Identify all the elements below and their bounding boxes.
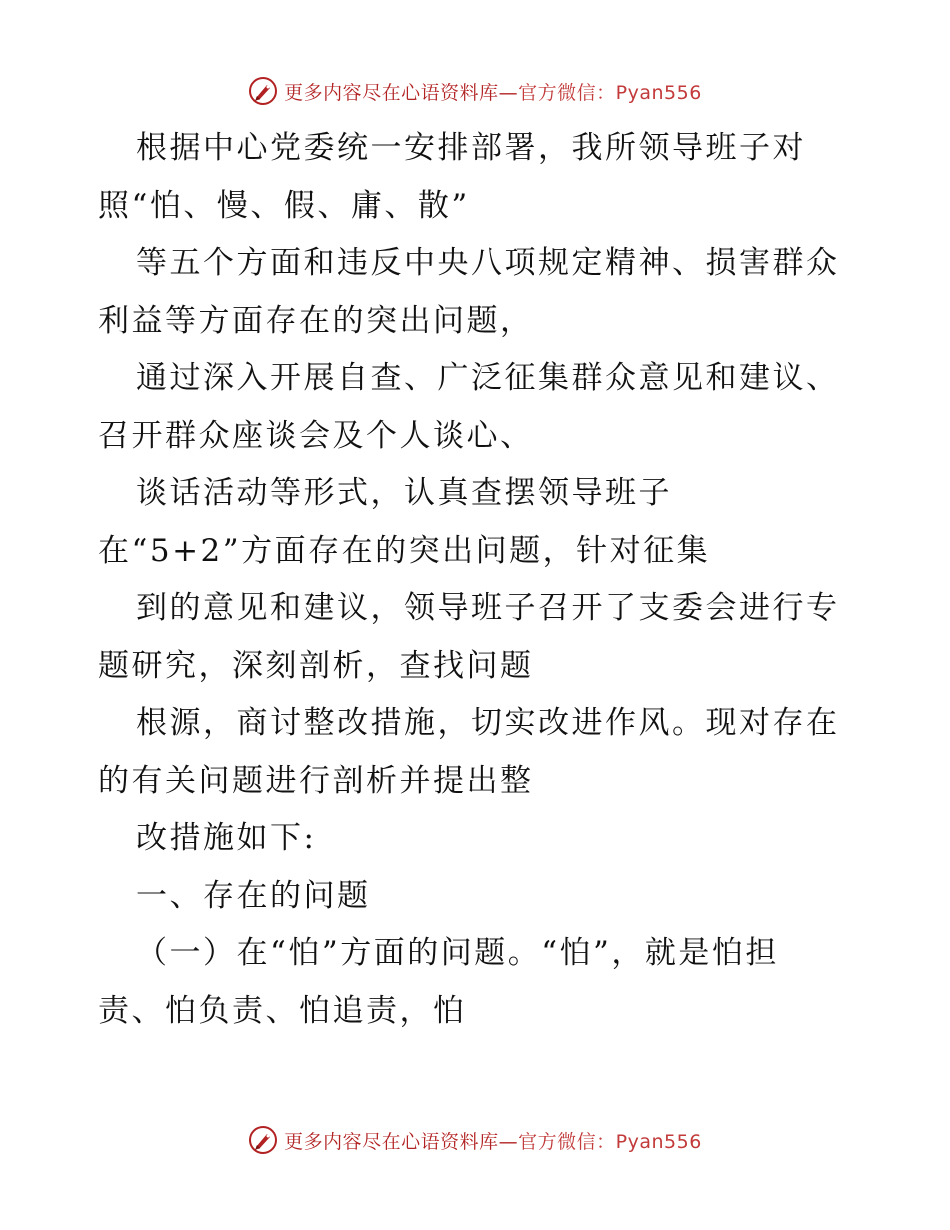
footer-wechat-text: 官方微信：Pyan556 <box>518 1130 702 1153</box>
pen-nib-logo-icon <box>248 1125 278 1155</box>
pen-nib-logo-icon <box>248 76 278 106</box>
body-line: （一）在“怕”方面的问题。“怕”，就是怕担 <box>136 935 779 971</box>
body-line: 谈话活动等形式，认真查摆领导班子 <box>136 475 672 511</box>
footer-site-text: 更多内容尽在心语资料库 <box>284 1130 499 1153</box>
body-line: 改措施如下: <box>136 820 317 856</box>
footer-banner <box>0 1118 950 1162</box>
body-line: 利益等方面存在的突出问题， <box>98 302 534 339</box>
body-line: 召开群众座谈会及个人谈心、 <box>98 417 534 454</box>
section-heading: 一、存在的问题 <box>136 877 371 914</box>
body-line: 等五个方面和违反中央八项规定精神、损害群众 <box>136 245 840 281</box>
footer-banner-text <box>284 1127 702 1154</box>
body-line: 到的意见和建议，领导班子召开了支委会进行专 <box>136 590 840 626</box>
body-line: 题研究，深刻剖析，查找问题 <box>98 647 534 684</box>
header-banner <box>0 69 950 113</box>
footer-separator: — <box>498 1130 519 1153</box>
body-line: 照“怕、慢、假、庸、散” <box>98 187 470 224</box>
header-site-text: 更多内容尽在心语资料库 <box>284 81 499 104</box>
header-banner-text <box>284 78 702 105</box>
body-line: 的有关问题进行剖析并提出整 <box>98 762 534 799</box>
body-line: 根据中心党委统一安排部署，我所领导班子对 <box>136 130 806 166</box>
header-separator: — <box>498 81 519 104</box>
body-line: 在“5+2”方面存在的突出问题，针对征集 <box>98 532 711 569</box>
header-wechat-text: 官方微信：Pyan556 <box>518 81 702 104</box>
body-line: 责、怕负责、怕追责，怕 <box>98 992 467 1029</box>
document-body <box>98 120 858 1040</box>
body-line: 根源，商讨整改措施，切实改进作风。现对存在 <box>136 705 840 741</box>
body-line: 通过深入开展自查、广泛征集群众意见和建议、 <box>136 360 840 396</box>
